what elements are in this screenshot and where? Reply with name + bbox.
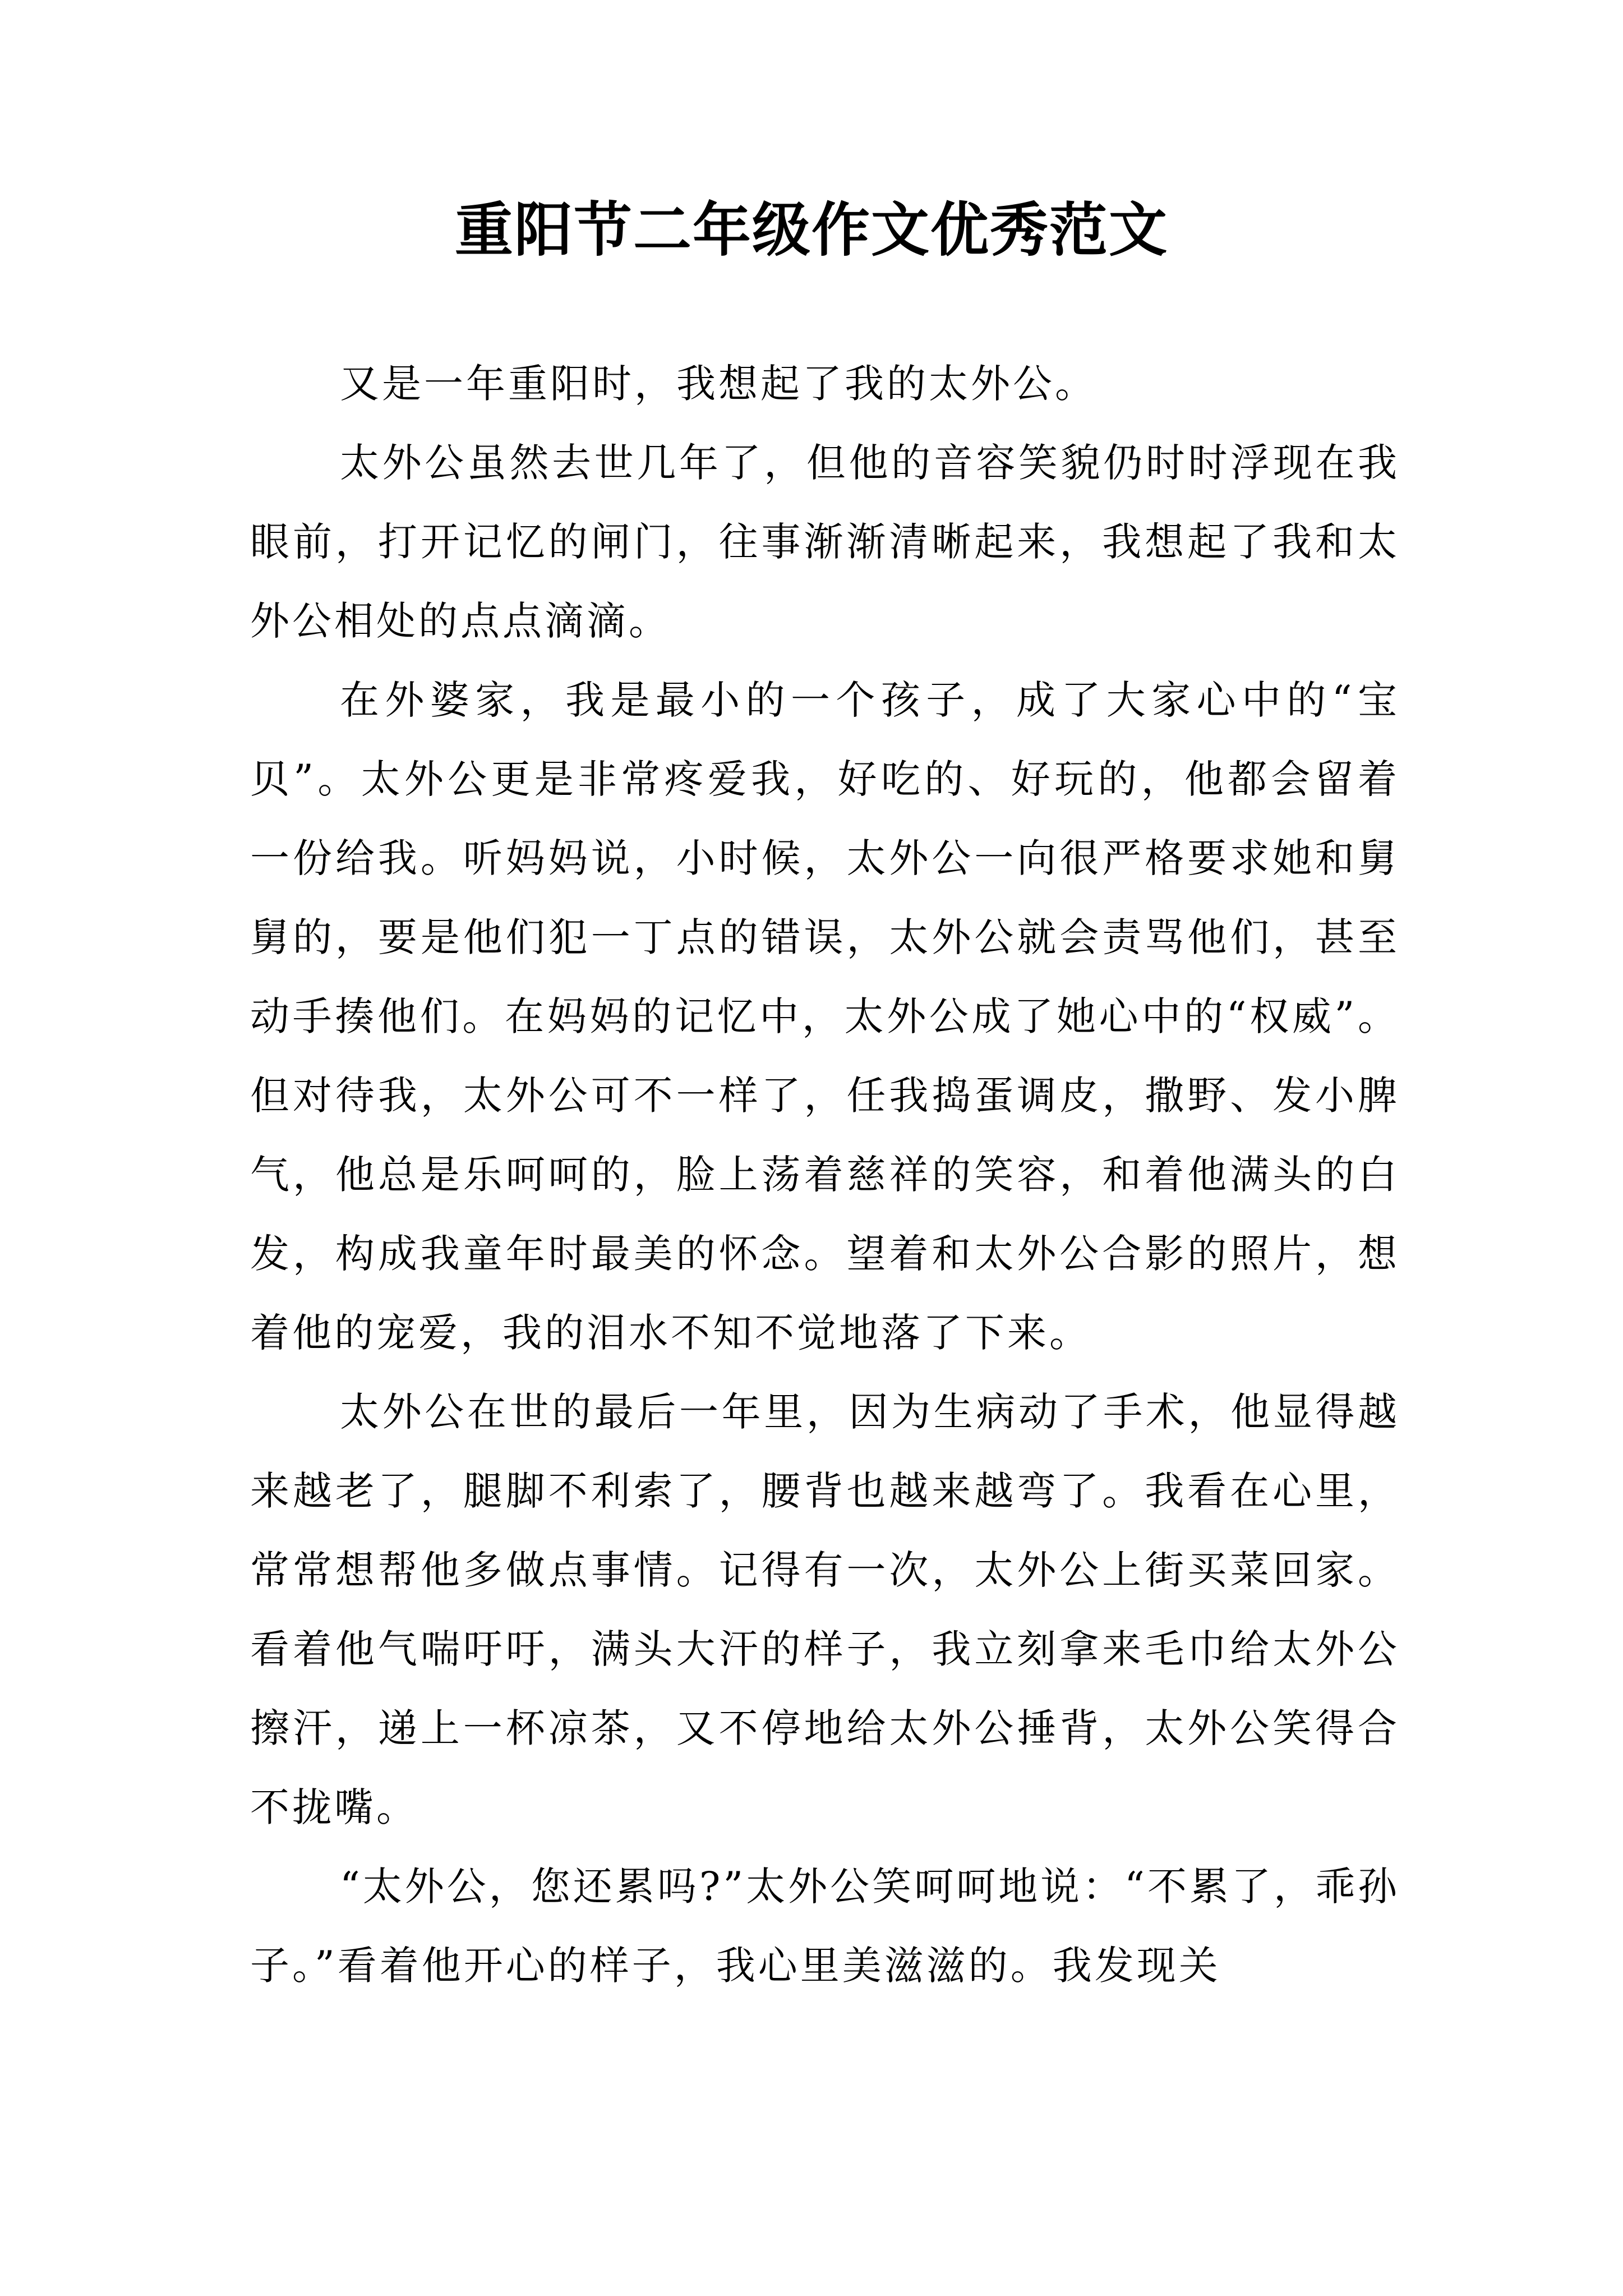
document-body xyxy=(250,344,1400,2005)
paragraph: 太外公在世的最后一年里，因为生病动了手术，他显得越来越老了，腿脚不利索了，腰背也越来越弯了。我看在心里，常常想帮他多做点事情。记得有一次，太外公上街买菜回家。看着他气喘吁吁，满头大汗的样子，我立刻拿来毛巾给太外公擦汗，递上一杯凉茶，又不停地给太外公捶背，太外公笑得合不拢嘴。 xyxy=(250,1389,1400,1830)
paragraph: 又是一年重阳时，我想起了我的太外公。 xyxy=(340,361,1097,407)
paragraph: “太外公，您还累吗?”太外公笑呵呵地说：“不累了，乖孙子。”看着他开心的样子，我心里美滋滋的。我发现关 xyxy=(250,1864,1400,1989)
paragraph: 太外公虽然去世几年了，但他的音容笑貌仍时时浮现在我眼前，打开记忆的闸门，往事渐渐清晰起来，我想起了我和太外公相处的点点滴滴。 xyxy=(250,440,1400,644)
paragraph: 在外婆家，我是最小的一个孩子，成了大家心中的“宝贝”。太外公更是非常疼爱我，好吃的、好玩的，他都会留着一份给我。听妈妈说，小时候，太外公一向很严格要求她和舅舅的，要是他们犯一丁点的错误，太外公就会责骂他们，甚至动手揍他们。在妈妈的记忆中，太外公成了她心中的“权威”。但对待我，太外公可不一样了，任我捣蛋调皮，撒野、发小脾气，他总是乐呵呵的，脸上荡着慈祥的笑容，和着他满头的白发，构成我童年时最美的怀念。望着和太外公合影的照片，想着他的宠爱，我的泪水不知不觉地落了下来。 xyxy=(250,677,1400,1356)
document-title: 重阳节二年级作文优秀范文 xyxy=(454,195,1168,264)
